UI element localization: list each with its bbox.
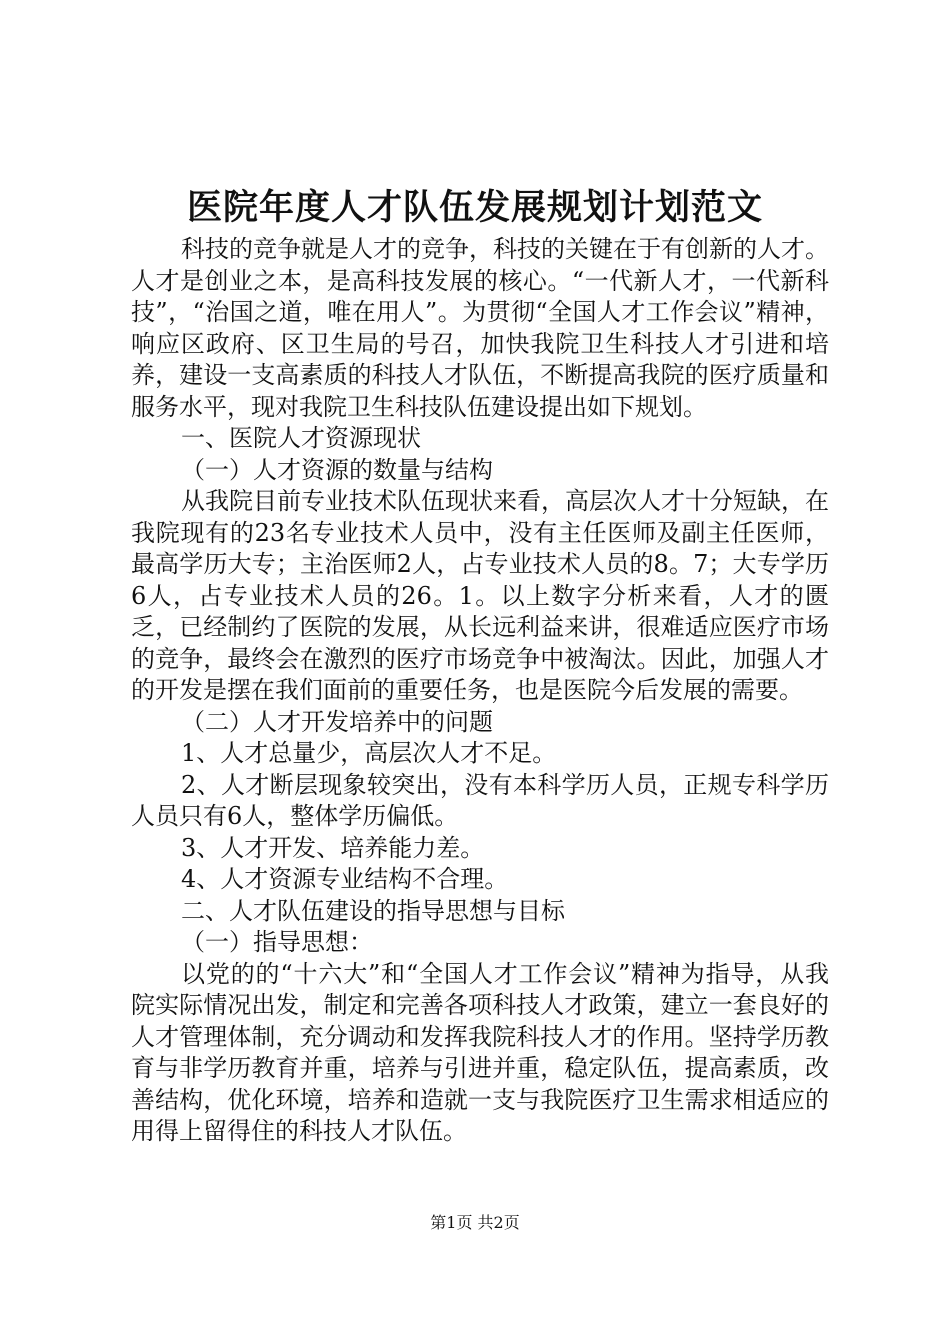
- list-item-problem-4: 4、人才资源专业结构不合理。: [181, 865, 509, 893]
- paragraph-intro: 科技的竞争就是人才的竞争，科技的关键在于有创新的人才。人才是创业之本，是高科技发展的核心。“一代新人才，一代新科技”，“治国之道，唯在用人”。为贯彻“全国人才工作会议”精神，响应区政府、区卫生局的号召，加快我院卫生科技人才引进和培养，建设一支高素质的科技人才队伍，不断提高我院的医疗质量和服务水平，现对我院卫生科技队伍建设提出如下规划。: [131, 235, 829, 421]
- section-heading-2: 二、人才队伍建设的指导思想与目标: [181, 896, 565, 925]
- document-title: 医院年度人才队伍发展规划计划范文: [186, 187, 763, 228]
- page-footer: 第1页 共2页: [430, 1213, 520, 1232]
- list-item-problem-1: 1、人才总量少，高层次人才不足。: [181, 739, 557, 767]
- paragraph-guiding-ideology: 以党的的“十六大”和“全国人才工作会议”精神为指导，从我院实际情况出发，制定和完善各项科技人才政策，建立一套良好的人才管理体制，充分调动和发挥我院科技人才的作用。坚持学历教育与非学历教育并重，培养与引进并重，稳定队伍，提高素质，改善结构，优化环境，培养和造就一支与我院医疗卫生需求相适应的用得上留得住的科技人才队伍。: [131, 959, 829, 1145]
- list-item-problem-3: 3、人才开发、培养能力差。: [181, 833, 485, 862]
- section-heading-1: 一、医院人才资源现状: [181, 424, 421, 452]
- subsection-heading-2-1: （一）指导思想：: [181, 928, 373, 956]
- subsection-heading-1-1: （一）人才资源的数量与结构: [181, 455, 493, 484]
- list-item-problem-2: 2、人才断层现象较突出，没有本科学历人员，正规专科学历人员只有6人，整体学历偏低。: [131, 770, 829, 830]
- document-body: [131, 234, 829, 1148]
- paragraph-current-status: 从我院目前专业技术队伍现状来看，高层次人才十分短缺，在我院现有的23名专业技术人员中，没有主任医师及副主任医师，最高学历大专；主治医师2人，占专业技术人员的8。7；大专学历6人，占专业技术人员的26。1。以上数字分析来看，人才的匮乏，已经制约了医院的发展，从长远利益来讲，很难适应医疗市场的竞争，最终会在激烈的医疗市场竞争中被淘汰。因此，加强人才的开发是摆在我们面前的重要任务，也是医院今后发展的需要。: [131, 487, 829, 704]
- subsection-heading-1-2: （二）人才开发培养中的问题: [181, 707, 493, 736]
